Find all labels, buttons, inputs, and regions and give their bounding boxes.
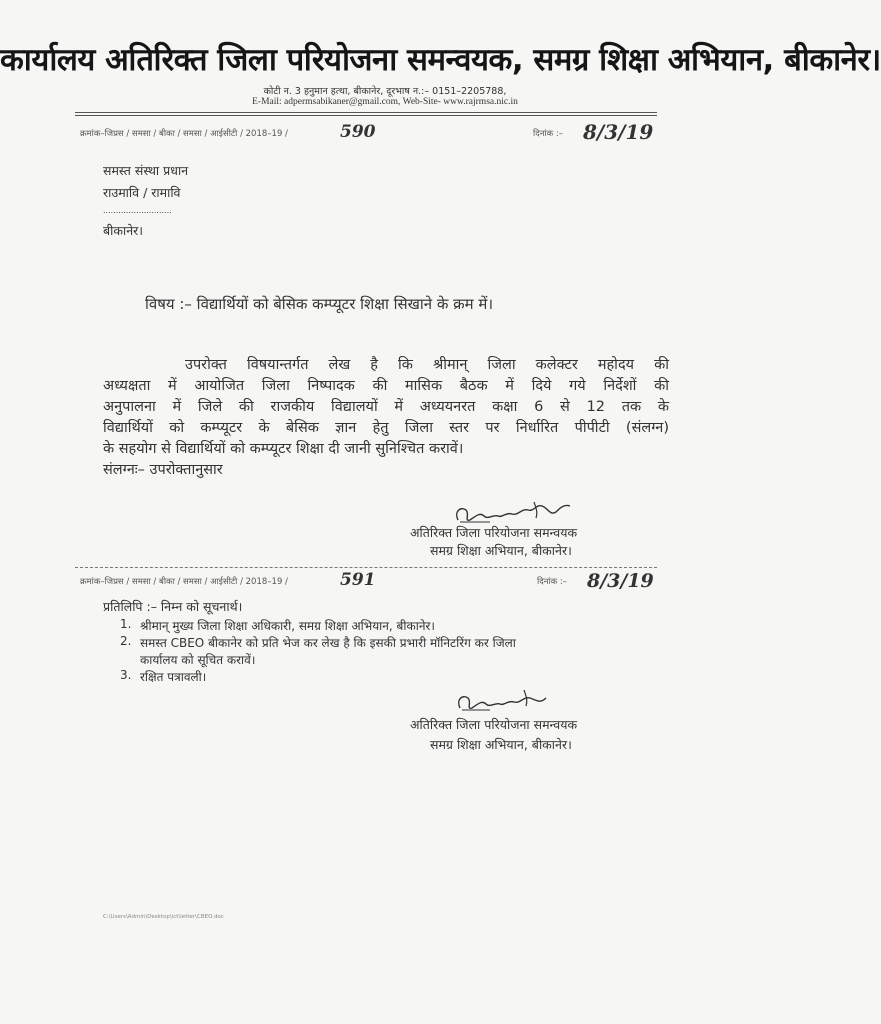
body-paragraph bbox=[103, 355, 669, 481]
signature-1-office: समग्र शिक्षा अभियान, बीकानेर। bbox=[430, 543, 572, 558]
copy-item-2-text-cont: कार्यालय को सूचित करावें। bbox=[140, 653, 256, 667]
copy-item-3-text: रक्षित पत्रावली। bbox=[140, 670, 207, 684]
office-email-web: E-Mail: adpermsabikaner@gmail.com, Web-Site- www.rajrmsa.nic.in bbox=[252, 97, 518, 107]
ref-prefix-1: क्रमांक–जिप्रस / समसा / बीका / समसा / आईसीटी / 2018–19 / bbox=[80, 129, 288, 139]
copy-heading: प्रतिलिपि :– निम्न को सूचनार्थ। bbox=[103, 599, 243, 614]
date-label-2: दिनांक :– bbox=[537, 577, 567, 587]
office-address: कोटी न. 3 हनुमान हत्था, बीकानेर, दूरभाष न.:– 0151–2205788, bbox=[263, 86, 507, 97]
signature-2-designation: अतिरिक्त जिला परियोजना समन्वयक bbox=[410, 717, 578, 732]
body-line-6: संलग्नः– उपरोक्तानुसार bbox=[103, 462, 223, 478]
ref-prefix-2: क्रमांक–जिप्रस / समसा / बीका / समसा / आईसीटी / 2018–19 / bbox=[80, 577, 288, 587]
copy-item-2-text: समस्त CBEO बीकानेर को प्रति भेज कर लेख है कि इसकी प्रभारी मॉनिटरिंग कर जिला bbox=[140, 636, 516, 650]
date-label-1: दिनांक :– bbox=[533, 129, 563, 139]
body-line-3: अनुपालना में जिले की राजकीय विद्यालयों में अध्ययनरत कक्षा 6 से 12 तक के bbox=[103, 399, 669, 415]
signature-1-designation: अतिरिक्त जिला परियोजना समन्वयक bbox=[410, 525, 578, 540]
body-line-5: के सहयोग से विद्यार्थियों को कम्प्यूटर शिक्षा दी जानी सुनिश्चित करावें। bbox=[103, 441, 464, 457]
subject-line: विषय :– विद्यार्थियों को बेसिक कम्प्यूटर शिक्षा सिखाने के क्रम में। bbox=[145, 295, 494, 313]
addressee-line-2: राउमावि / रामावि bbox=[103, 185, 181, 200]
office-title: कार्यालय अतिरिक्त जिला परियोजना समन्वयक, समग्र शिक्षा अभियान, बीकानेर। bbox=[0, 42, 881, 78]
date-value-1: 8/3/19 bbox=[583, 120, 654, 144]
copy-item-2-num: 2. bbox=[120, 634, 132, 648]
copy-item-1-text: श्रीमान् मुख्य जिला शिक्षा अधिकारी, समग्र शिक्षा अभियान, बीकानेर। bbox=[140, 619, 435, 633]
section-divider bbox=[75, 567, 657, 568]
header-rule-bottom bbox=[75, 115, 657, 116]
header-rule-top bbox=[75, 112, 657, 113]
copy-item-3-num: 3. bbox=[120, 668, 132, 682]
ref-number-1: 590 bbox=[340, 122, 376, 142]
signature-2-office: समग्र शिक्षा अभियान, बीकानेर। bbox=[430, 737, 572, 752]
date-value-2: 8/3/19 bbox=[587, 570, 654, 592]
document-path-footer: C:\Users\Admin\Desktop\ict\letter\CBEO.doc bbox=[103, 914, 224, 920]
body-line-2: अध्यक्षता में आयोजित जिला निष्पादक की मासिक बैठक में दिये गये निर्देशों की bbox=[103, 378, 669, 394]
addressee-line-4: बीकानेर। bbox=[103, 223, 144, 238]
signature-2-image bbox=[452, 688, 552, 718]
body-line-4: विद्यार्थियों को कम्प्यूटर के बेसिक ज्ञान हेतु जिला स्तर पर निर्धारित पीपीटी (संलग्न) bbox=[103, 420, 669, 436]
ref-number-2: 591 bbox=[340, 570, 376, 590]
addressee-line-3: ........................... bbox=[103, 206, 172, 215]
copy-item-1-num: 1. bbox=[120, 617, 132, 631]
addressee-line-1: समस्त संस्था प्रधान bbox=[103, 163, 189, 178]
body-line-1: उपरोक्त विषयान्तर्गत लेख है कि श्रीमान् जिला कलेक्टर महोदय की bbox=[185, 357, 669, 373]
